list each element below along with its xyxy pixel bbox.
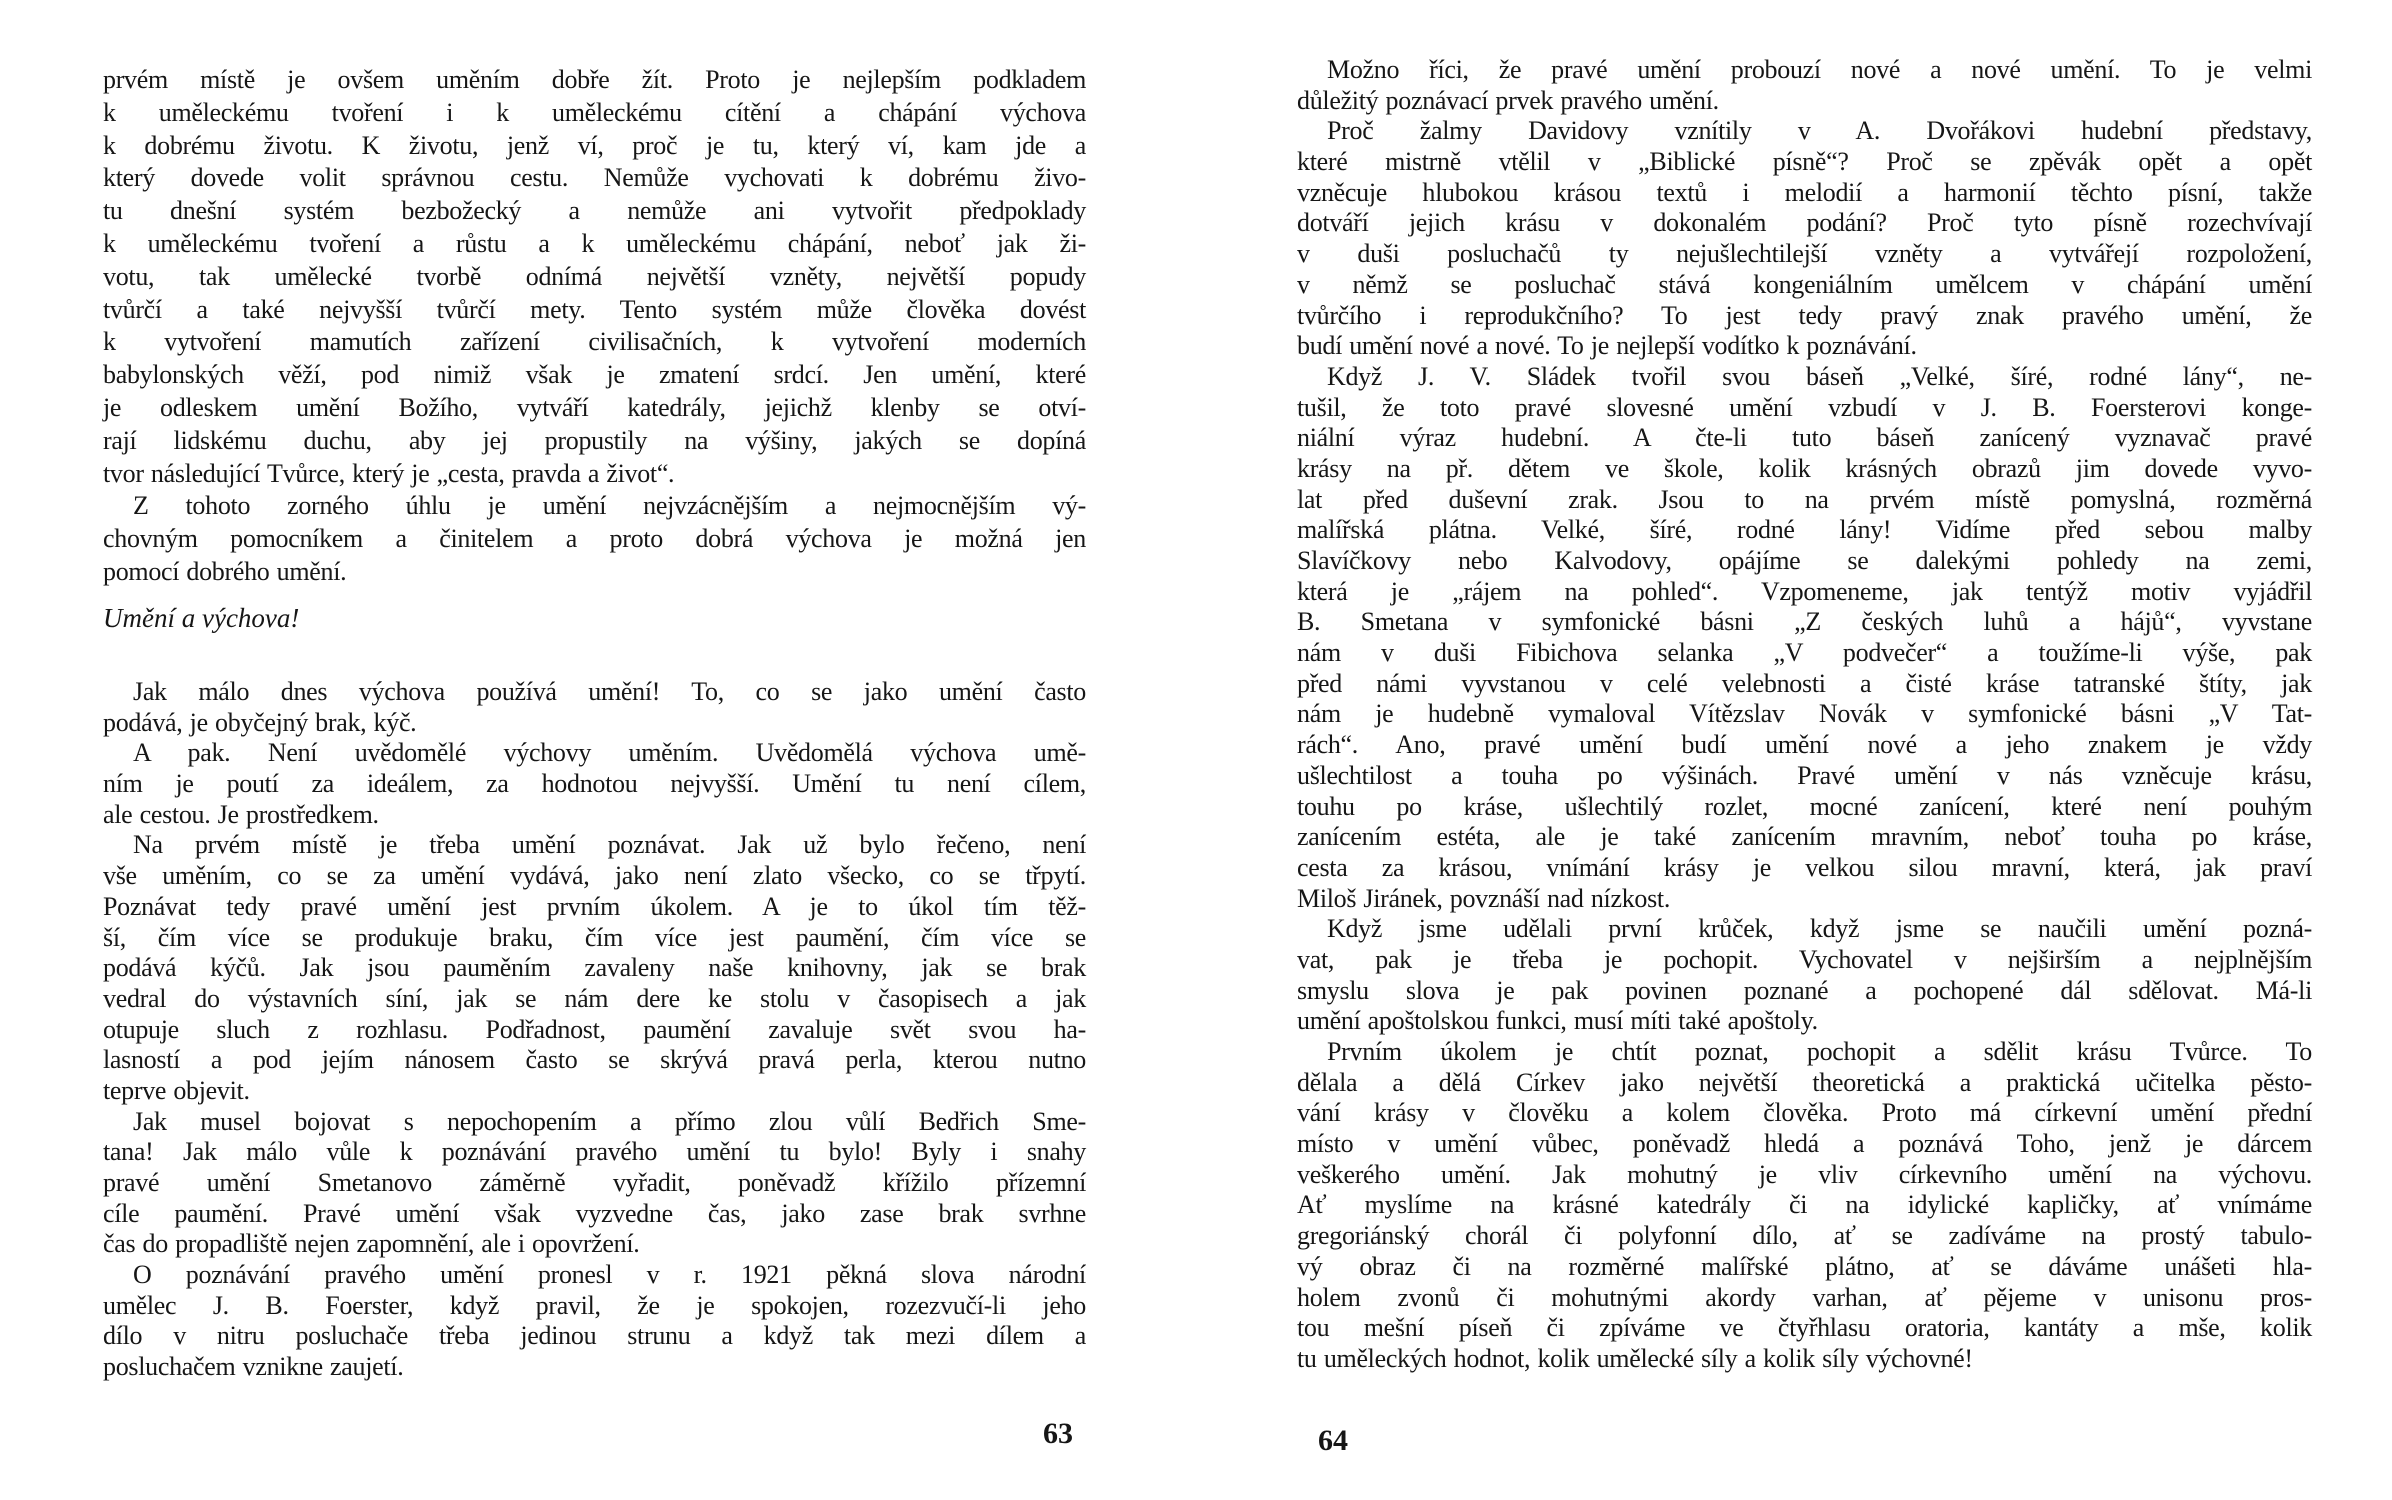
text-line: tou mešní píseň či zpíváme ve čtyřhlasu oratoria, kantáty a mše, kolik	[1297, 1313, 2312, 1343]
text-line: je odleskem umění Božího, vytváří katedrály, jejichž klenby se otví-	[103, 392, 1086, 422]
text-line: cesta za krásou, vnímání krásy je velkou silou mravní, která, jak praví	[1297, 852, 2312, 882]
text-line: vat, pak je třeba je pochopit. Vychovatel v nejširším a nejplnějším	[1297, 944, 2312, 974]
text-line: tušil, že toto pravé slovesné umění vzbudí v J. B. Foersterovi konge-	[1297, 392, 2312, 422]
text-line: tu uměleckých hodnot, kolik umělecké síly a kolik síly výchovné!	[1297, 1343, 1973, 1373]
text-line: Možno říci, že pravé umění probouzí nové a nové umění. To je velmi	[1327, 55, 2312, 84]
text-line: tana! Jak málo vůle k poznávání pravého umění tu bylo! Byly i snahy	[103, 1137, 1086, 1167]
text-line: tu dnešní systém bezbožecký a nemůže ani vytvořit předpoklady	[103, 196, 1086, 226]
text-line: Z tohoto zorného úhlu je umění nejvzácnějším a nejmocnějším vý-	[133, 491, 1086, 521]
text-line: v němž se posluchač stává kongeniálním umělcem v chápání umění	[1297, 269, 2312, 299]
text-line: budí umění nové a nové. To je nejlepší vodítko k poznávání.	[1297, 331, 1917, 361]
text-line: před námi vyvstanou v celé velebnosti a čisté kráse tatranské štíty, jak	[1297, 668, 2312, 698]
text-line: Na prvém místě je třeba umění poznávat. Jak už bylo řečeno, není	[133, 830, 1086, 860]
text-line: ním je poutí za ideálem, za hodnotou nejvyšší. Umění tu není cílem,	[103, 769, 1086, 799]
text-line: posluchačem vznikne zaujetí.	[103, 1352, 404, 1382]
text-line: dotváří jejich krásu v dokonalém podání? Proč tyto písně rozechvívají	[1297, 208, 2312, 238]
text-line: lasností a pod jejím nánosem často se skrývá pravá perla, kterou nutno	[103, 1045, 1086, 1075]
text-line: holem zvonů či mohutnými akordy varhan, ať pějeme v unisonu pros-	[1297, 1282, 2312, 1312]
text-line: pravé umění Smetanovo záměrně vyřadit, poněvadž křížilo přízemní	[103, 1168, 1086, 1197]
left-page-text-block-1	[103, 64, 1086, 589]
text-line: pomocí dobrého umění.	[103, 556, 347, 586]
text-line: nám v duši Fibichova selanka „V podvečer“ a toužíme-li výše, pak	[1297, 638, 2312, 668]
text-line: které mistrně vtělil v „Biblické písně“? Proč se zpěvák opět a opět	[1297, 147, 2312, 177]
text-line: zanícením estéta, ale je také zanícením mravním, neboť touha po kráse,	[1297, 822, 2312, 852]
text-line: k vytvoření mamutích zařízení civilisačních, k vytvoření moderních	[103, 327, 1086, 357]
text-line: která je „rájem na pohled“. Vzpomeneme, jak tentýž motiv vyjádřil	[1297, 576, 2312, 606]
text-line: smyslu slova je pak povinen poznané a pochopené dál sdělovat. Má-li	[1297, 975, 2312, 1005]
text-line: veškerého umění. Jak mohutný je vliv církevního umění na výchovu.	[1297, 1159, 2312, 1189]
text-line: tvor následující Tvůrce, který je „cesta, pravda a život“.	[103, 458, 675, 488]
text-line: otupuje sluch z rozhlasu. Podřadnost, paumění zavaluje svět svou ha-	[103, 1014, 1086, 1044]
text-line: vedral do výstavních síní, jak se nám dere ke stolu v časopisech a jak	[103, 983, 1086, 1013]
text-line: tvůrčí a také nejvyšší tvůrčí mety. Tento systém může člověka dovést	[103, 294, 1086, 324]
text-line: Poznávat tedy pravé umění jest prvním úkolem. A je to úkol tím těž-	[103, 891, 1086, 921]
text-line: Když J. V. Sládek tvořil svou báseň „Velké, šíré, rodné lány“, ne-	[1327, 361, 2312, 391]
text-line: umění apoštolskou funkci, musí míti také apoštoly.	[1297, 1006, 1818, 1036]
text-line: umělec J. B. Foerster, když pravil, že je spokojen, rozezvučí-li jeho	[103, 1290, 1086, 1320]
text-line: ale cestou. Je prostředkem.	[103, 799, 379, 829]
text-line: ší, čím více se produkuje braku, čím více jest paumění, čím více se	[103, 922, 1086, 952]
text-line: vše uměním, co se za umění vydává, jako není zlato všecko, co se třpytí.	[103, 861, 1086, 891]
page-number: 64	[1318, 1424, 1348, 1457]
text-line: důležitý poznávací prvek pravého umění.	[1297, 85, 1719, 115]
text-line: niální výraz hudební. A čte-li tuto báseň zanícený vyznavač pravé	[1297, 423, 2312, 453]
text-line: Jak musel bojovat s nepochopením a přímo zlou vůlí Bedřich Sme-	[133, 1106, 1086, 1136]
text-line: vzněcuje hlubokou krásou textů i melodií a harmonií těchto písní, takže	[1297, 177, 2312, 207]
text-line: vý obraz či na rozměrné malířské plátno, ať se dáváme unášeti hla-	[1297, 1251, 2312, 1281]
text-line: který dovede volit správnou cestu. Nemůže vychovati k dobrému živo-	[103, 163, 1086, 193]
text-line: k dobrému životu. K životu, jenž ví, proč je tu, který ví, kam jde a	[103, 130, 1086, 160]
text-line: teprve objevit.	[103, 1075, 250, 1105]
text-line: malířská plátna. Velké, šíré, rodné lány! Vidíme před sebou malby	[1297, 515, 2312, 545]
text-line: Slavíčkovy nebo Kalvodovy, opájíme se dalekými pohledy na zemi,	[1297, 546, 2312, 575]
text-line: prvém místě je ovšem uměním dobře žít. Proto je nejlepším podkladem	[103, 65, 1086, 94]
text-line: dílo v nitru posluchače třeba jedinou strunu a když tak mezi dílem a	[103, 1321, 1086, 1351]
text-line: rají lidskému duchu, aby jej propustily na výšiny, jakých se dopíná	[103, 425, 1086, 455]
text-line: Miloš Jiránek, povznáší nad nízkost.	[1297, 883, 1671, 913]
text-line: Ať myslíme na krásné katedrály či na idylické kapličky, ať vnímáme	[1297, 1190, 2312, 1220]
text-line: rách“. Ano, pravé umění budí umění nové a jeho znakem je vždy	[1297, 730, 2312, 760]
text-line: Jak málo dnes výchova používá umění! To, co se jako umění často	[133, 677, 1086, 706]
section-heading: Umění a výchova!	[103, 603, 300, 633]
text-line: A pak. Není uvědomělé výchovy uměním. Uvědomělá výchova umě-	[133, 738, 1086, 768]
text-line: dělala a dělá Církev jako největší theoretická a praktická učitelka pěsto-	[1297, 1067, 2312, 1097]
text-line: lat před duševní zrak. Jsou to na prvém místě pomyslná, rozměrná	[1297, 484, 2312, 514]
text-line: tvůrčího i reprodukčního? To jest tedy pravý znak pravého umění, že	[1297, 300, 2312, 330]
text-line: v duši posluchačů ty nejušlechtilejší vzněty a vytvářejí rozpoložení,	[1297, 239, 2312, 269]
text-line: O poznávání pravého umění pronesl v r. 1921 pěkná slova národní	[133, 1260, 1086, 1290]
text-line: k uměleckému tvoření a růstu a k uměleckému chápání, neboť jak ži-	[103, 228, 1086, 258]
text-line: k uměleckému tvoření i k uměleckému cítění a chápání výchova	[103, 97, 1086, 127]
text-line: nám je hudebně vymaloval Vítězslav Novák v symfonické básni „V Tat-	[1297, 699, 2312, 729]
text-line: vání krásy v člověku a kolem člověka. Proto má církevní umění přední	[1297, 1098, 2312, 1128]
text-line: gregoriánský chorál či polyfonní dílo, ať se zadíváme na prostý tabulo-	[1297, 1221, 2312, 1251]
text-line: Když jsme udělali první krůček, když jsme se naučili umění pozná-	[1327, 914, 2312, 944]
text-line: votu, tak umělecké tvorbě odnímá největší vzněty, největší popudy	[103, 261, 1086, 291]
text-line: chovným pomocníkem a činitelem a proto dobrá výchova je možná jen	[103, 524, 1086, 554]
text-line: cíle paumění. Pravé umění však vyzvedne čas, jako zase brak svrhne	[103, 1198, 1086, 1228]
text-line: B. Smetana v symfonické básni „Z českých luhů a hájů“, vyvstane	[1297, 607, 2312, 637]
text-line: Prvním úkolem je chtít poznat, pochopit a sdělit krásu Tvůrce. To	[1327, 1037, 2312, 1066]
text-line: babylonských věží, pod nimiž však je zmatení srdcí. Jen umění, které	[103, 360, 1086, 390]
text-line: místo v umění vůbec, poněvadž hledá a poznává Toho, jenž je dárcem	[1297, 1129, 2312, 1159]
text-line: touhu po kráse, ušlechtilý rozlet, mocné zanícení, které není pouhým	[1297, 791, 2312, 821]
text-line: krásy na př. dětem ve škole, kolik krásných obrazů jim dovede vyvo-	[1297, 453, 2312, 483]
text-line: podává, je obyčejný brak, kýč.	[103, 707, 417, 737]
text-line: Proč žalmy Davidovy vznítily v A. Dvořákovi hudební představy,	[1327, 116, 2312, 146]
page-number: 63	[1043, 1417, 1073, 1450]
left-page-text-block-2	[103, 677, 1086, 1383]
text-line: čas do propadliště nejen zapomnění, ale i opovržení.	[103, 1229, 640, 1259]
text-line: ušlechtilost a touha po výšinách. Pravé umění v nás vzněcuje krásu,	[1297, 760, 2312, 790]
text-line: podává kýčů. Jak jsou pauměním zavaleny naše knihovny, jak se brak	[103, 953, 1086, 983]
right-page-text-block	[1297, 55, 2312, 1375]
